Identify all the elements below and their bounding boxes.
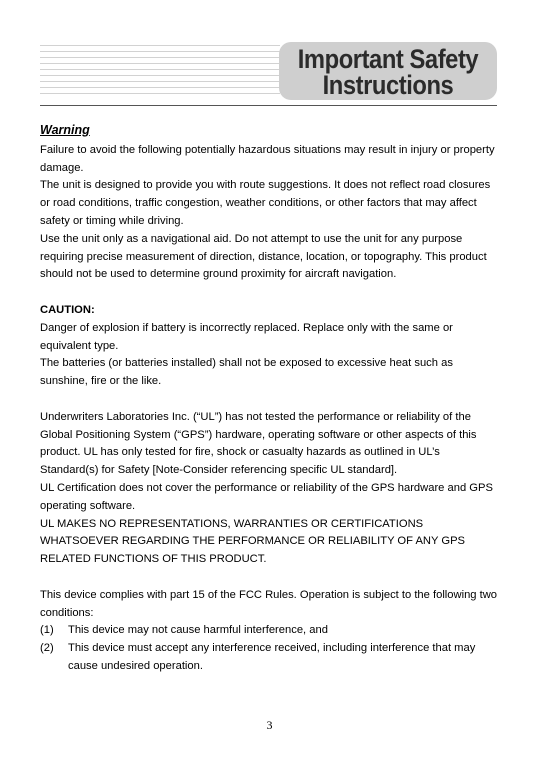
ul-paragraph: UL MAKES NO REPRESENTATIONS, WARRANTIES OR CERTIFICATIONS WHATSOEVER REGARDING THE PERFORMANCE OR RELIABILITY OF ANY GPS RELATED FUNCTIONS OF THIS PRODUCT. [40, 517, 465, 566]
warning-heading: Warning [40, 123, 90, 137]
condition-text: This device may not cause harmful interference, and [68, 624, 328, 637]
header-divider [40, 105, 497, 106]
title-line-1: Important Safety [297, 44, 479, 74]
fcc-condition [40, 640, 500, 676]
ul-paragraph: UL Certification does not cover the performance or reliability of the GPS hardware and GPS operating software. [40, 481, 493, 512]
caution-paragraph: The batteries (or batteries installed) shall not be exposed to excessive heat such as sunshine, fire or the like. [40, 357, 453, 388]
fcc-intro: This device complies with part 15 of the FCC Rules. Operation is subject to the following two conditions: [40, 588, 498, 619]
decorative-stripes [40, 45, 280, 100]
caution-heading: CAUTION: [40, 303, 95, 316]
caution-paragraph: Danger of explosion if battery is incorrectly replaced. Replace only with the same or equivalent type. [40, 321, 453, 352]
page-header [0, 0, 539, 110]
warning-paragraph: Use the unit only as a navigational aid. Do not attempt to use the unit for any purpose requiring precise measurement of direction, distance, location, or topography. This product should not be used to determine ground proximity for aircraft navigation. [40, 232, 487, 281]
document-body [40, 122, 500, 676]
warning-paragraph: The unit is designed to provide you with route suggestions. It does not reflect road closures or road conditions, traffic congestion, weather conditions, or other factors that may affect safety or timing while driving. [40, 179, 491, 227]
warning-paragraph: Failure to avoid the following potentially hazardous situations may result in injury or property damage. [40, 143, 495, 174]
condition-number: (2) [40, 642, 54, 655]
condition-text: This device must accept any interference received, including interference that may cause undesired operation. [68, 642, 476, 672]
fcc-condition [40, 622, 500, 640]
condition-number: (1) [40, 624, 54, 637]
page-number: 3 [266, 718, 273, 732]
ul-paragraph: Underwriters Laboratories Inc. (“UL”) has not tested the performance or reliability of the Global Positioning System (“GPS”) hardware, operating software or other aspects of this product. UL has only tested for fire, shock or casualty hazards as outlined in UL’s Standard(s) for Safety [Note-Consider referencing specific UL standard]. [40, 410, 477, 477]
title-line-2: Instructions [322, 70, 454, 100]
page-title [292, 42, 484, 98]
